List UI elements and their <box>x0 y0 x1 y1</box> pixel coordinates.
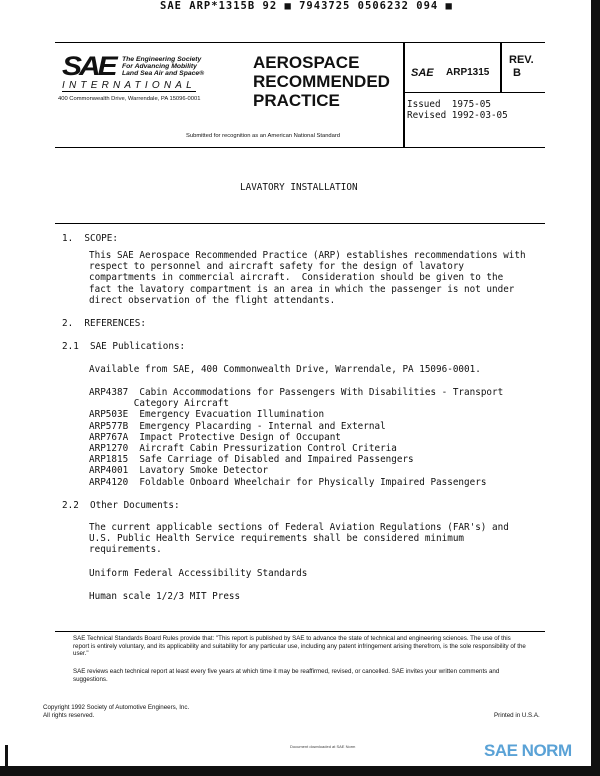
sae-small-logo: SAE <box>411 67 434 79</box>
doc-type-line: PRACTICE <box>253 91 340 110</box>
ref-id: ARP4001 <box>89 465 129 477</box>
section-2-1-heading: 2.1 SAE Publications: <box>62 341 186 352</box>
download-note: Document downloaded at SAE Norm <box>290 744 356 749</box>
tagline-line: For Advancing Mobility <box>122 63 197 70</box>
reference-item <box>89 443 503 454</box>
ref-title: Safe Carriage of Disabled and Impaired Passengers <box>139 454 414 466</box>
ref-title: Lavatory Smoke Detector <box>139 465 269 477</box>
reference-item <box>89 421 503 432</box>
sae-address: 400 Commonwealth Drive, Warrendale, PA 15096-0001 <box>58 96 201 102</box>
divider <box>403 92 545 93</box>
scan-edge <box>0 766 600 776</box>
ref-id: ARP577B <box>89 420 129 432</box>
ref-title: Aircraft Cabin Pressurization Control Criteria <box>139 443 397 455</box>
revision-value: B <box>513 67 521 79</box>
document-title: LAVATORY INSTALLATION <box>240 182 358 193</box>
board-rules-text: SAE Technical Standards Board Rules provide that: "This report is published by SAE to advance the state of technical and engineering sciences. The use of this report is entirely voluntary, and its applicability and suitability for any particular use, including any patent infringement arising therefrom, is the sole responsibility of the user." <box>73 635 526 658</box>
revision-label: REV. <box>509 54 534 66</box>
divider <box>403 42 405 148</box>
reference-item <box>89 409 503 420</box>
scan-edge <box>591 0 600 776</box>
ref-id: ARP767A <box>89 431 129 443</box>
sae-norm-watermark: SAE NORM <box>484 741 572 760</box>
copyright: Copyright 1992 Society of Automotive Engineers, Inc. <box>43 704 190 711</box>
document-number: ARP1315 <box>446 67 490 78</box>
ufas-reference: Uniform Federal Accessibility Standards <box>89 568 308 579</box>
ref-title: Impact Protective Design of Occupant <box>139 431 341 443</box>
ref-title: Cabin Accommodations for Passengers With Disabilities - Transport Category Aircraft <box>133 387 504 410</box>
revised-date: Revised 1992-03-05 <box>407 110 508 121</box>
ref-id: ARP1815 <box>89 454 129 466</box>
issued-date: Issued 1975-05 <box>407 99 491 110</box>
doc-type-line: RECOMMENDED <box>253 72 390 91</box>
scope-text: This SAE Aerospace Recommended Practice (ARP) establishes recommendations with respect to personnel and aircraft safety for the design of lavatory compartments in commercial aircraft. Consideration should be given to the fact the lavatory compartment is an area in which the passenger is not under direct observation of the flight attendants. <box>89 250 526 306</box>
doc-type-line: AEROSPACE <box>253 53 360 72</box>
divider <box>55 631 545 632</box>
ans-note: Submitted for recognition as an American National Standard <box>186 133 341 139</box>
divider <box>500 42 502 92</box>
scan-header: SAE ARP*1315B 92 ■ 7943725 0506232 094 ■ <box>160 0 453 12</box>
printed-in: Printed in U.S.A. <box>494 712 540 719</box>
reference-item <box>89 465 503 476</box>
section-2-heading: 2. REFERENCES: <box>62 318 146 329</box>
tagline-line: The Engineering Society <box>122 56 202 63</box>
other-documents-text: The current applicable sections of Federal Aviation Regulations (FAR's) and U.S. Public Health Service requirements shall be considered minimum requirements. <box>89 522 509 556</box>
reference-item <box>89 387 503 409</box>
ref-id: ARP4120 <box>89 476 129 488</box>
ref-id: ARP503E <box>89 409 129 421</box>
section-2-2-heading: 2.2 Other Documents: <box>62 500 180 511</box>
reference-item <box>89 454 503 465</box>
sae-logo: SAE <box>62 51 115 82</box>
ref-title: Emergency Evacuation Illumination <box>139 409 325 421</box>
ref-id: ARP1270 <box>89 443 129 455</box>
human-scale-reference: Human scale 1/2/3 MIT Press <box>89 591 241 602</box>
ref-title: Foldable Onboard Wheelchair for Physically Impaired Passengers <box>139 476 487 488</box>
section-1-heading: 1. SCOPE: <box>62 233 118 244</box>
ref-title: Emergency Placarding - Internal and External <box>139 420 386 432</box>
rights: All rights reserved. <box>43 712 95 719</box>
society-tagline <box>122 56 204 77</box>
tagline-line: Land Sea Air and Space® <box>122 70 205 77</box>
sae-availability: Available from SAE, 400 Commonwealth Drive, Warrendale, PA 15096-0001. <box>89 364 481 375</box>
scan-mark <box>5 745 8 767</box>
reference-item <box>89 477 503 488</box>
ref-id: ARP4387 <box>89 387 129 398</box>
document-type <box>253 53 390 110</box>
reference-item <box>89 432 503 443</box>
reference-list <box>89 387 503 488</box>
international-label: INTERNATIONAL <box>62 80 196 91</box>
divider <box>55 223 545 224</box>
review-text: SAE reviews each technical report at least every five years at which time it may be reaffirmed, revised, or cancelled. SAE invites your written comments and suggestions. <box>73 668 500 683</box>
